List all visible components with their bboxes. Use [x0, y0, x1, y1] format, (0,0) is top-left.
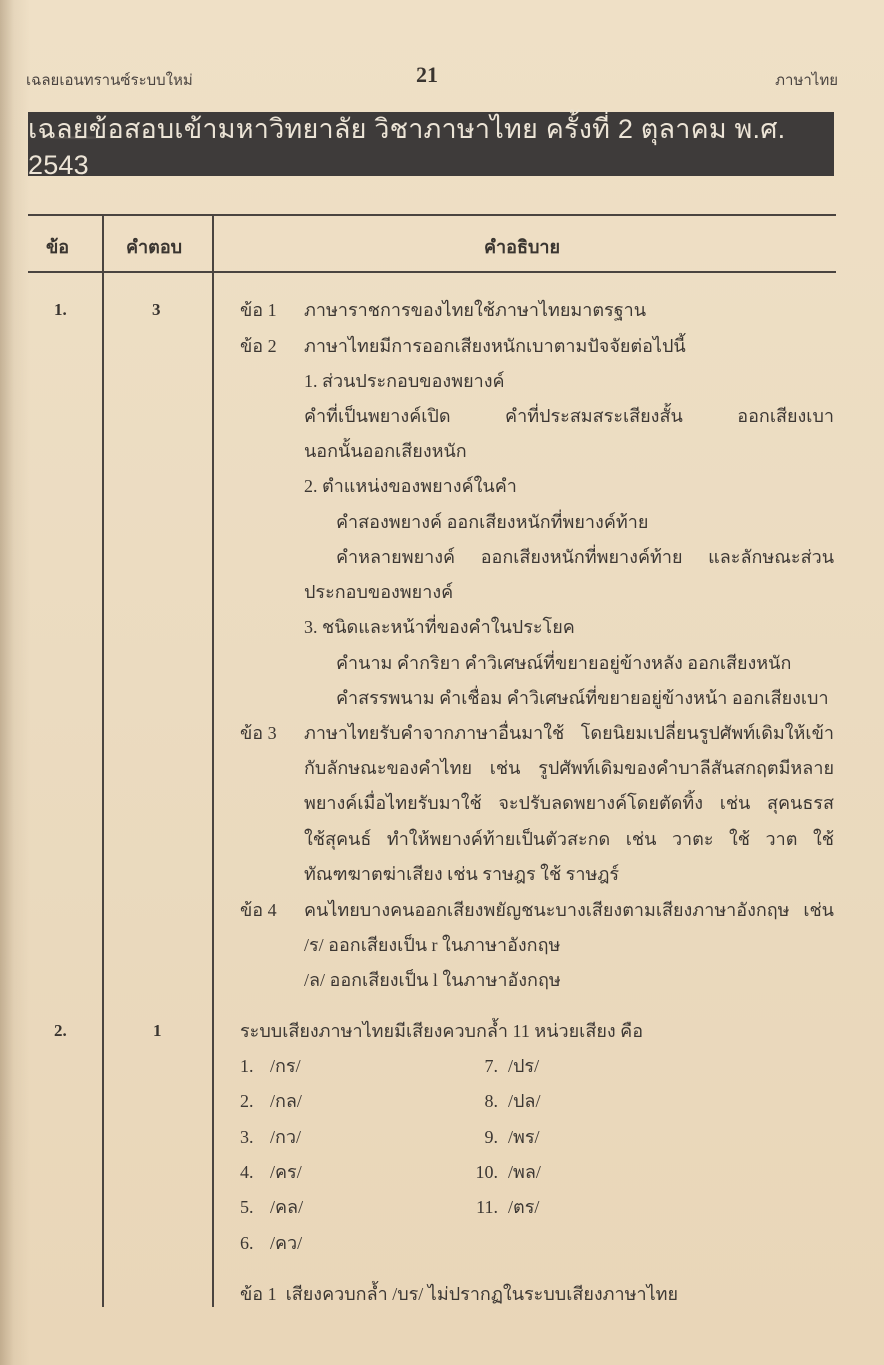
item-number: 5.	[240, 1197, 254, 1217]
text-segment: คำที่ประสมสระเสียงสั้น	[505, 406, 683, 426]
explanation-line	[304, 827, 834, 851]
item-value: /คว/	[270, 1233, 303, 1253]
explanation-line: คำนาม คำกริยา คำวิเศษณ์ที่ขยายอยู่ข้างหลัง ออกเสียงหนัก	[336, 653, 792, 673]
page-title: เฉลยข้อสอบเข้ามหาวิทยาลัย วิชาภาษาไทย ครั้งที่ 2 ตุลาคม พ.ศ. 2543	[28, 114, 786, 180]
text-segment: เช่น	[803, 900, 834, 920]
question-number: 1.	[54, 300, 67, 319]
text-segment: และลักษณะส่วน	[708, 547, 834, 567]
text-segment: จะปรับลดพยางค์โดยตัดทิ้ง	[498, 793, 704, 813]
explanation-line: ระบบเสียงภาษาไทยมีเสียงควบกล้ำ 11 หน่วยเสียง คือ	[240, 1021, 644, 1041]
title-banner	[28, 112, 834, 180]
text-segment: เช่น	[719, 793, 751, 813]
explanation-line	[240, 404, 834, 428]
choice-label: ข้อ 1	[240, 300, 277, 320]
choice-text: ภาษาราชการของไทยใช้ภาษาไทยมาตรฐาน	[304, 300, 647, 320]
text-segment: กับลักษณะของคำไทย	[304, 758, 473, 778]
item-number: 8.	[484, 1091, 498, 1111]
text-segment: รูปศัพท์เดิมของคำบาลีสันสกฤตมีหลาย	[538, 758, 834, 778]
item-number: 4.	[240, 1162, 254, 1182]
explanation-line: คำสองพยางค์ ออกเสียงหนักที่พยางค์ท้าย	[336, 512, 649, 532]
item-number: 9.	[484, 1127, 498, 1147]
item-number: 7.	[484, 1056, 498, 1076]
list-item	[468, 1125, 540, 1149]
column-divider-2	[212, 214, 214, 1307]
list-item	[468, 1054, 539, 1078]
table-header-rule	[28, 271, 836, 273]
header-explanation: คำอธิบาย	[484, 237, 561, 257]
table-top-rule	[28, 214, 836, 216]
text-segment: วาตะ	[671, 829, 714, 849]
item-value: /คล/	[270, 1197, 304, 1217]
item-number: 6.	[240, 1233, 254, 1253]
item-value: /ตร/	[508, 1197, 540, 1217]
choice-text: ภาษาไทยมีการออกเสียงหนักเบาตามปัจจัยต่อไปนี้	[304, 336, 686, 356]
list-item	[240, 1089, 302, 1113]
answer-value: 3	[152, 300, 161, 319]
text-segment: คนไทยบางคนออกเสียงพยัญชนะบางเสียงตามเสียงภาษาอังกฤษ	[304, 900, 790, 920]
explanation-line	[240, 298, 646, 322]
item-value: /คร/	[270, 1162, 302, 1182]
item-value: /ปร/	[508, 1056, 540, 1076]
list-item	[240, 1160, 302, 1184]
list-item	[468, 1089, 540, 1113]
answer-value: 1	[153, 1021, 162, 1040]
column-divider-1	[102, 214, 104, 1307]
text-segment: โดยนิยมเปลี่ยนรูปศัพท์เดิมให้เข้า	[580, 723, 834, 743]
text-segment: เช่น	[625, 829, 657, 849]
explanation-line	[240, 898, 834, 922]
choice-label: ข้อ 2	[240, 336, 277, 356]
text-segment: ใช้สุคนธ์	[304, 829, 372, 849]
item-number: 2.	[240, 1091, 254, 1111]
text-segment: คำที่เป็นพยางค์เปิด	[304, 406, 451, 426]
text-segment: ทำให้พยางค์ท้ายเป็นตัวสะกด	[386, 829, 611, 849]
text-segment: สุคนธรส	[766, 793, 834, 813]
choice-label: ข้อ 4	[240, 900, 277, 920]
list-item	[240, 1231, 302, 1255]
item-value: /กล/	[270, 1091, 302, 1111]
explanation-line	[240, 545, 834, 569]
item-number: 11.	[476, 1197, 498, 1217]
explanation-line	[240, 1282, 678, 1306]
explanation-line: ทัณฑฆาตฆ่าเสียง เช่น ราษฎร ใช้ ราษฎร์	[304, 864, 620, 884]
running-head	[26, 62, 838, 92]
header-no: ข้อ	[46, 237, 70, 257]
text-segment: คำหลายพยางค์	[336, 547, 456, 567]
list-item	[240, 1195, 303, 1219]
text-segment: พยางค์เมื่อไทยรับมาใช้	[304, 793, 482, 813]
subject-label: ภาษาไทย	[775, 72, 838, 89]
explanation-line: นอกนั้นออกเสียงหนัก	[304, 441, 467, 461]
list-item	[468, 1195, 539, 1219]
text-segment: ออกเสียงหนักที่พยางค์ท้าย	[480, 547, 683, 567]
text-segment: ออกเสียงเบา	[737, 406, 834, 426]
item-value: /พล/	[508, 1162, 541, 1182]
explanation-line	[304, 791, 834, 815]
explanation-line: /ร/ ออกเสียงเป็น r ในภาษาอังกฤษ	[304, 935, 561, 955]
explanation-line	[304, 756, 834, 780]
explanation-line	[240, 721, 834, 745]
item-number: 10.	[475, 1162, 498, 1182]
text-segment: ใช้	[729, 829, 751, 849]
factor-title: 1. ส่วนประกอบของพยางค์	[304, 371, 505, 391]
text-segment: วาต	[765, 829, 798, 849]
item-value: /ปล/	[508, 1091, 541, 1111]
choice-label: ข้อ 3	[240, 723, 277, 743]
book-title: เฉลยเอนทรานซ์ระบบใหม่	[26, 72, 193, 89]
question-number: 2.	[54, 1021, 67, 1040]
page-number: 21	[416, 62, 438, 87]
choice-label: ข้อ 1	[240, 1284, 277, 1304]
factor-title: 2. ตำแหน่งของพยางค์ในคำ	[304, 476, 517, 496]
item-value: /กว/	[270, 1127, 302, 1147]
text-segment: ใช้	[812, 829, 834, 849]
explanation-line: คำสรรพนาม คำเชื่อม คำวิเศษณ์ที่ขยายอยู่ข้างหน้า ออกเสียงเบา	[336, 688, 829, 708]
factor-title: 3. ชนิดและหน้าที่ของคำในประโยค	[304, 617, 575, 637]
item-value: /กร/	[270, 1056, 301, 1076]
text-segment: เช่น	[489, 758, 521, 778]
item-value: /พร/	[508, 1127, 540, 1147]
list-item	[240, 1054, 301, 1078]
item-number: 3.	[240, 1127, 254, 1147]
explanation-line	[240, 334, 686, 358]
header-answer: คำตอบ	[126, 237, 183, 257]
choice-text: เสียงควบกล้ำ /บร/ ไม่ปรากฏในระบบเสียงภาษาไทย	[285, 1284, 679, 1304]
explanation-line: ประกอบของพยางค์	[304, 582, 454, 602]
list-item	[468, 1160, 541, 1184]
list-item	[240, 1125, 301, 1149]
text-segment: ภาษาไทยรับคำจากภาษาอื่นมาใช้	[304, 723, 565, 743]
explanation-line: /ล/ ออกเสียงเป็น l ในภาษาอังกฤษ	[304, 970, 561, 990]
item-number: 1.	[240, 1056, 254, 1076]
